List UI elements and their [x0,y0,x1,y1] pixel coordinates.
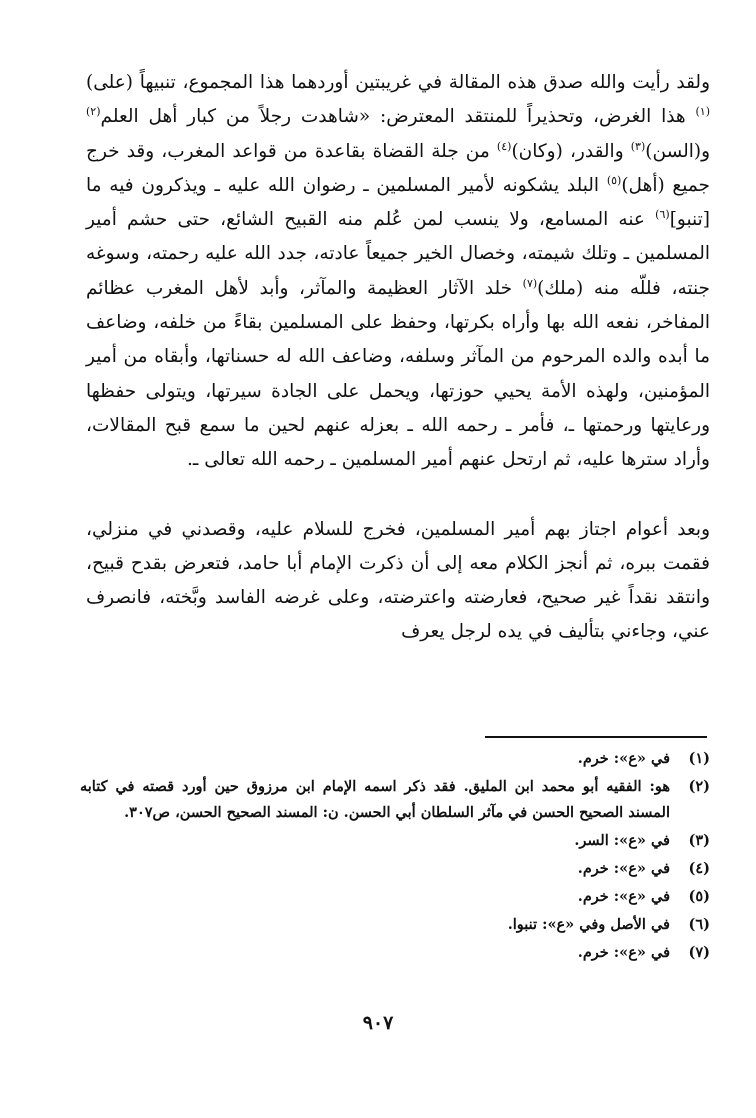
footnote-item [80,940,710,966]
footnote-number: (٥) [688,888,710,905]
footnote-number: (٧) [688,944,710,961]
footnote-text: في «ع»: خرم. [577,860,670,877]
main-text [86,66,710,650]
footnote-ref-6: (٦) [655,208,670,222]
text-segment: وبعد أعوام اجتاز بهم أمير المسلمين، فخرج للسلام عليه، وقصدني في منزلي، فقمت ببره، ثم أنجز الكلام معه إلى أن ذكرت الإمام أبا حامد، فتعرض بقدح قبيح، وانتقد نقداً غير صحيح، فعارضته واعترضته، وعلى غرضه الفاسد وبَّخته، فانصرف عني، وجاءني بتأليف في يده لرجل يعرف [86,518,710,643]
footnote-text: هو: الفقيه أبو محمد ابن المليق. فقد ذكر اسمه الإمام ابن مرزوق حين أورد قصته في كتابه المسند الصحيح الحسن في مآثر السلطان أبي الحسن. ن: المسند الصحيح الحسن، ص٣٠٧. [80,778,670,821]
footnote-ref-1: (١) [695,105,710,119]
page-number: ٩٠٧ [362,1012,394,1034]
footnote-text: في «ع»: خرم. [577,888,670,905]
footnote-number: (٣) [688,832,710,849]
footnote-item [80,774,710,826]
footnote-ref-7: (٧) [522,276,538,290]
footnote-text: في «ع»: السر. [574,832,670,849]
footnote-ref-2: (٢) [86,105,101,119]
footnote-text: في «ع»: خرم. [577,944,670,961]
footnote-text: في «ع»: خرم. [577,750,670,767]
footnote-divider [485,736,707,738]
footnotes-list [80,746,710,968]
text-segment: ولقد رأيت والله صدق هذه المقالة في غريبتين أوردهما هذا المجموع، تنبيهاً (على) [86,72,710,93]
paragraph-1 [86,66,710,478]
footnote-number: (٤) [688,860,710,877]
footnote-item [80,884,710,910]
footnote-ref-3: (٣) [630,139,646,153]
footnote-number: (٢) [688,778,710,795]
text-segment: خلد الآثار العظيمة والمآثر، وأبد لأهل المغرب عظائم المفاخر، نفعه الله بها وأراه بكرتها، وحفظ على المسلمين بقاءً من خلفه، وضاعف ما أبده والده المرحوم من المآثر وسلفه، وضاعف الله له حسناتها، وأبقاه من أمير المؤمنين، ولهذه الأمة يحيي حوزتها، ويحمل على الجادة سيرتها، ويتولى حفظها ورعايتها ورحمتها ـ، فأمر ـ رحمه الله ـ بعزله عنهم لحين ما سمع قبح المقالات، وأراد سترها عليه، ثم ارتحل عنهم أمير المسلمين ـ رحمه الله تعالى ـ. [86,277,710,471]
footnote-item [80,746,710,772]
text-segment: عنه المسامع، ولا ينسب لمن عُلم منه القبيح الشائع، حتى حشم أمير المسلمين ـ وتلك شيمته، وخصال الخير جميعاً عادته، جدد الله عليه رحمته، وسوغه جنته، فللّه منه (ملك) [86,209,710,299]
text-segment: والقدر، (وكان) [511,140,631,162]
footnote-item [80,828,710,854]
footnote-item [80,856,710,882]
footnote-item [80,912,710,938]
footnote-number: (٦) [688,916,710,933]
footnote-number: (١) [688,750,710,767]
paragraph-2 [86,513,710,650]
footnote-ref-4: (٤) [496,139,512,153]
footnote-text: في الأصل وفي «ع»: تنبوا. [507,916,670,933]
text-segment: هذا الغرض، وتحذيراً للمنتقد المعترض: «شاهدت رجلاً من كبار أهل العلم [100,106,696,128]
text-segment: و(السن) [645,140,710,162]
text-segment: البلد يشكونه لأمير المسلمين ـ رضوان الله عليه ـ ويذكرون فيه ما [تنبو] [86,174,710,231]
footnote-ref-5: (٥) [606,173,622,187]
text-segment: من جلة القضاة بقاعدة من قواعد المغرب، وقد خرج جميع (أهل) [86,140,710,196]
